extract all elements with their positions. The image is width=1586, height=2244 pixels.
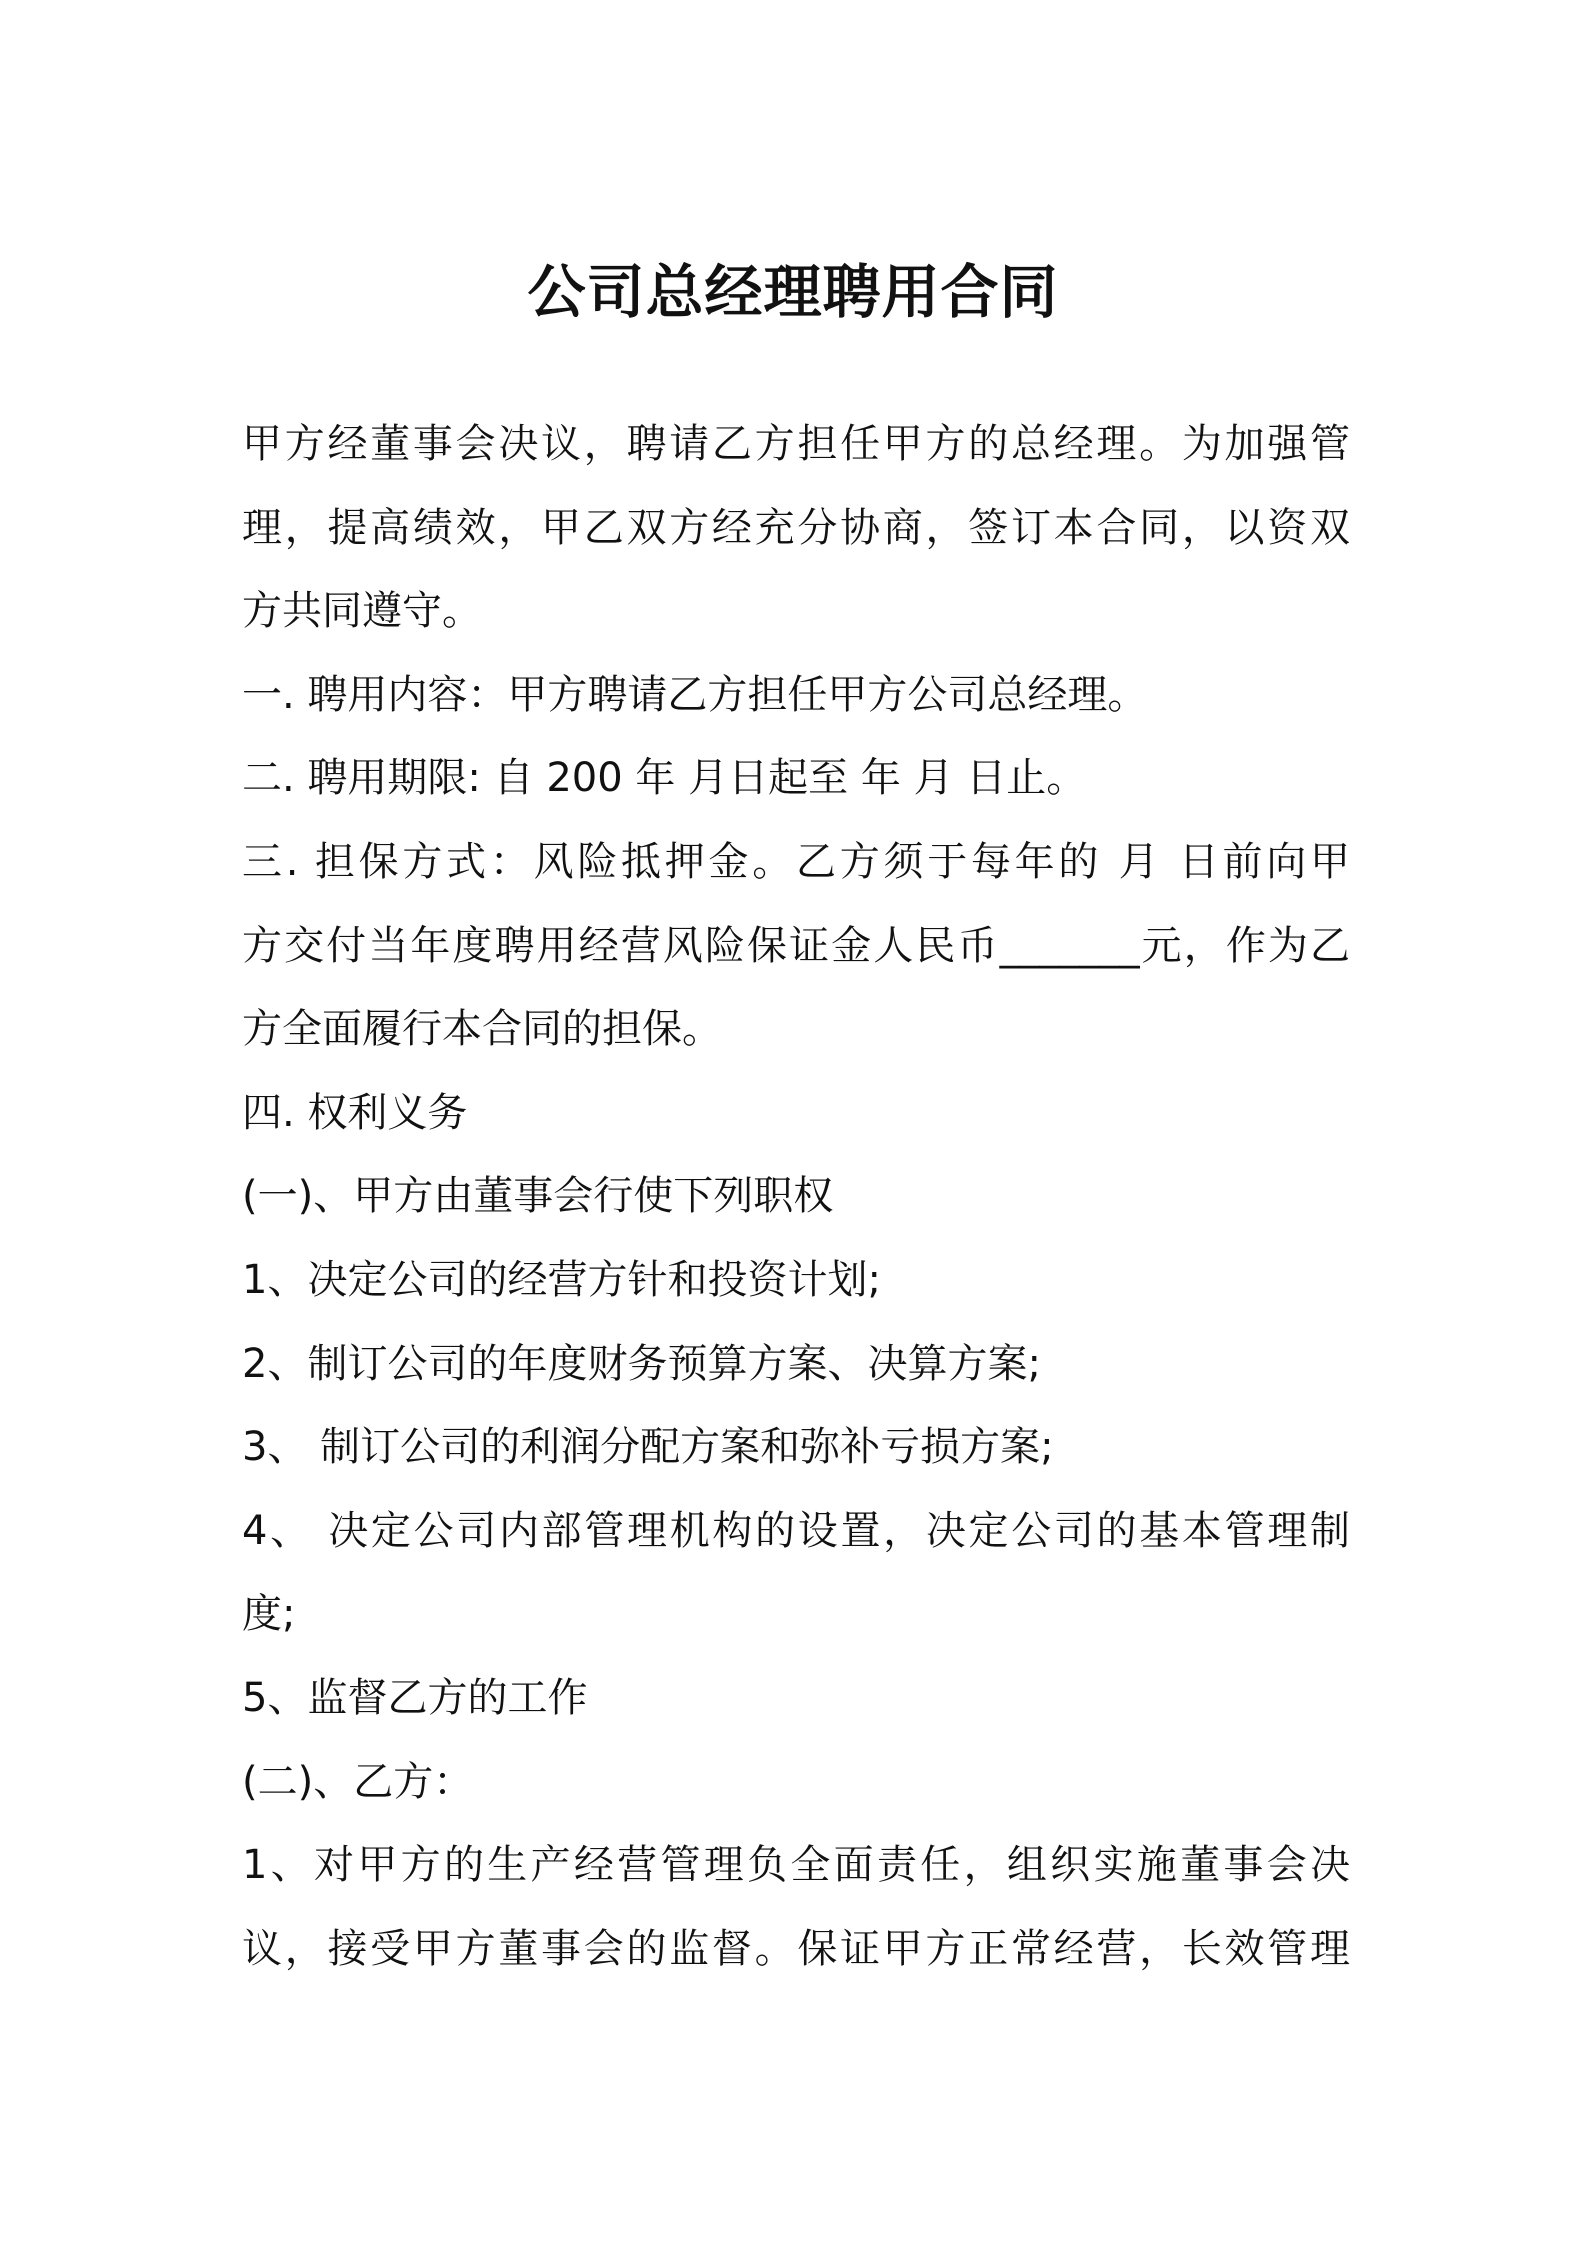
clause-line: 三. 担保方式：风险抵押金。乙方须于每年的 月 日前向甲 bbox=[242, 838, 1350, 885]
list-item: 4、 决定公司内部管理机构的设置，决定公司的基本管理制 bbox=[242, 1507, 1350, 1554]
paragraph-line: 方共同遵守。 bbox=[242, 588, 482, 635]
document-title: 公司总经理聘用合同 bbox=[527, 258, 1059, 326]
section-heading: 四. 权利义务 bbox=[242, 1089, 468, 1136]
list-item: 3、 制订公司的利润分配方案和弥补亏损方案; bbox=[242, 1424, 1054, 1471]
list-item-continuation: 度; bbox=[242, 1591, 296, 1638]
document-body bbox=[242, 403, 1350, 1991]
clause-line: 二. 聘用期限: 自 200 年 月日起至 年 月 日止。 bbox=[242, 755, 1087, 802]
subsection-heading: (一)、甲方由董事会行使下列职权 bbox=[242, 1173, 834, 1220]
list-item: 1、对甲方的生产经营管理负全面责任，组织实施董事会决 bbox=[242, 1842, 1350, 1889]
list-item-continuation: 议，接受甲方董事会的监督。保证甲方正常经营，长效管理 bbox=[242, 1925, 1350, 1972]
list-item: 2、制订公司的年度财务预算方案、决算方案; bbox=[242, 1340, 1041, 1387]
paragraph-line: 甲方经董事会决议，聘请乙方担任甲方的总经理。为加强管 bbox=[242, 421, 1350, 467]
clause-line: 方全面履行本合同的担保。 bbox=[242, 1006, 722, 1053]
subsection-heading: (二)、乙方： bbox=[242, 1758, 474, 1805]
paragraph-line: 理，提高绩效，甲乙双方经充分协商，签订本合同，以资双 bbox=[242, 504, 1350, 551]
clause-line: 方交付当年度聘用经营风险保证金人民币_______元，作为乙 bbox=[242, 922, 1350, 969]
list-item: 1、决定公司的经营方针和投资计划; bbox=[242, 1256, 881, 1303]
clause-line: 一. 聘用内容：甲方聘请乙方担任甲方公司总经理。 bbox=[242, 671, 1148, 718]
list-item: 5、监督乙方的工作 bbox=[242, 1674, 588, 1721]
